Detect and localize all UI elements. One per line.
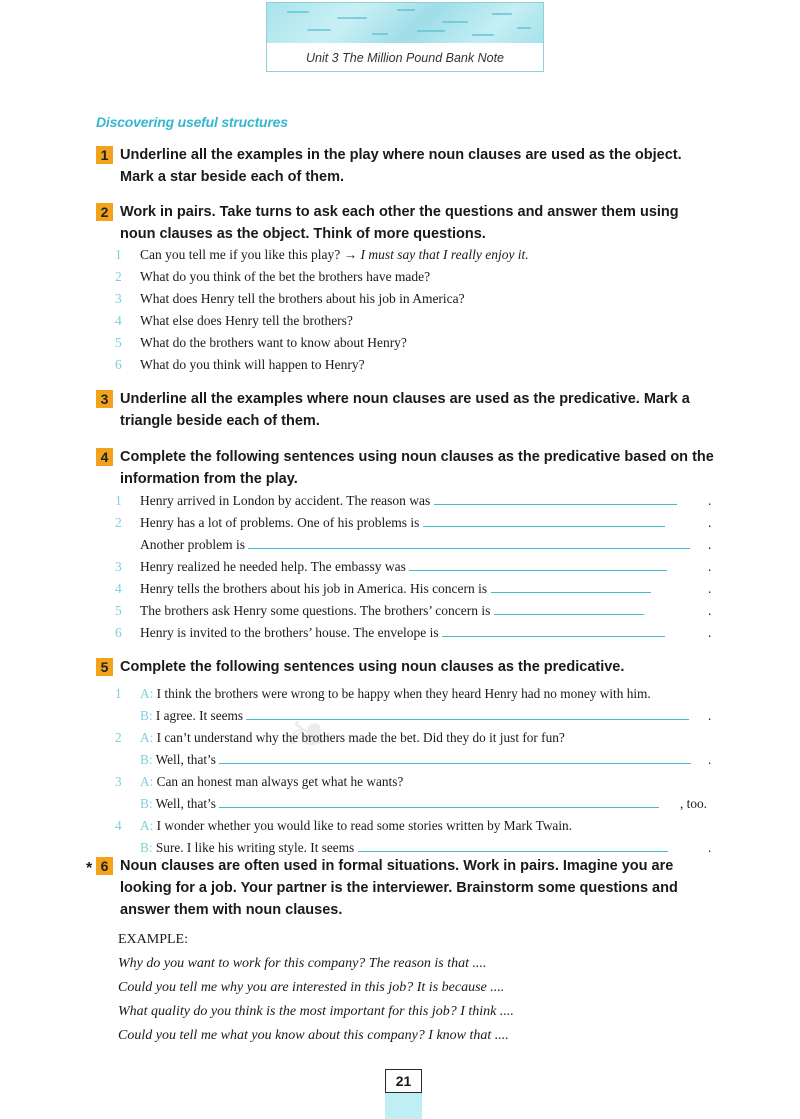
dialogue-line-b <box>115 749 715 771</box>
sentence-text: Henry realized he needed help. The embassy was <box>140 559 406 574</box>
list-item <box>115 622 715 644</box>
dialogue-text: I think the brothers were wrong to be happy when they heard Henry had no money with him. <box>156 686 651 701</box>
answer-blank[interactable] <box>219 793 659 808</box>
answer-blank[interactable] <box>246 705 689 720</box>
dialogue-text: Well, that’s <box>155 752 216 767</box>
sentence-text: Henry tells the brothers about his job in America. His concern is <box>140 581 488 596</box>
answer-blank[interactable] <box>434 490 677 505</box>
example-line: Could you tell me why you are interested in this job? It is because .... <box>118 980 505 995</box>
dialogue-text: Can an honest man always get what he wants? <box>156 774 404 789</box>
answer-blank[interactable] <box>358 837 668 852</box>
period: . <box>708 559 712 574</box>
item-number: 6 <box>115 357 122 372</box>
list-item <box>115 600 715 622</box>
sentence-text: Henry is invited to the brothers’ house. The envelope is <box>140 625 439 640</box>
optional-star-mark: * <box>86 860 93 877</box>
task-number-badge: 2 <box>96 203 113 221</box>
item-number: 6 <box>115 625 122 640</box>
answer-blank[interactable] <box>248 534 690 549</box>
speaker-label: A: <box>140 774 154 789</box>
task-instruction: Complete the following sentences using noun clauses as the predicative based on the information from the play. <box>120 449 714 487</box>
example-line: What quality do you think is the most important for this job? I think .... <box>118 1004 514 1019</box>
list-item <box>115 310 715 332</box>
question-text: What do you think of the bet the brothers have made? <box>140 269 431 284</box>
example-line: Why do you want to work for this company? The reason is that .... <box>118 956 487 971</box>
task-number-badge: 4 <box>96 448 113 466</box>
task-instruction: Underline all the examples in the play where noun clauses are used as the object. Mark a star beside each of them. <box>120 147 682 185</box>
list-item <box>115 354 715 376</box>
section-title: Discovering useful structures <box>96 114 288 130</box>
item-number: 4 <box>115 313 122 328</box>
sentence-text: The brothers ask Henry some questions. The brothers’ concern is <box>140 603 491 618</box>
example-label: EXAMPLE: <box>118 932 188 947</box>
line-ending: , too. <box>680 796 707 811</box>
task-instruction: Work in pairs. Take turns to ask each other the questions and answer them using noun clauses as the object. Think of more questions. <box>120 204 679 242</box>
unit-header <box>266 2 544 72</box>
question-text: What do you think will happen to Henry? <box>140 357 365 372</box>
question-text: Can you tell me if you like this play? → <box>140 247 361 262</box>
task-instruction: Noun clauses are often used in formal situations. Work in pairs. Imagine you are looking for a job. Your partner is the interviewer. Brainstorm some questions and answer them with noun clauses. <box>120 858 678 918</box>
question-text: What does Henry tell the brothers about his job in America? <box>140 291 465 306</box>
task-number-badge: 5 <box>96 658 113 676</box>
item-number: 5 <box>115 335 122 350</box>
list-item <box>115 332 715 354</box>
dialogue-text: Well, that’s <box>155 796 216 811</box>
sample-answer: I must say that I really enjoy it. <box>360 247 529 262</box>
dialogue-line-a <box>115 815 715 837</box>
dialogue-line-a <box>115 771 715 793</box>
task-5-dialogues <box>115 683 715 859</box>
example-line: Could you tell me what you know about this company? I know that .... <box>118 1028 509 1043</box>
speaker-label: A: <box>140 730 154 745</box>
sentence-text: Henry has a lot of problems. One of his problems is <box>140 515 420 530</box>
unit-title: Unit 3 The Million Pound Bank Note <box>267 44 543 71</box>
item-number: 2 <box>115 515 122 530</box>
question-text: What do the brothers want to know about Henry? <box>140 335 407 350</box>
item-number: 4 <box>115 581 122 596</box>
task-number-badge: 6 <box>96 857 113 875</box>
dialogue-text: Sure. I like his writing style. It seems <box>155 840 355 855</box>
task-1 <box>96 144 716 188</box>
speaker-label: B: <box>140 708 153 723</box>
speaker-label: A: <box>140 686 154 701</box>
period: . <box>708 515 712 530</box>
task-number-badge: 3 <box>96 390 113 408</box>
period: . <box>708 840 712 855</box>
answer-blank[interactable] <box>494 600 644 615</box>
task-4 <box>96 446 716 490</box>
watermark: ❧ <box>280 700 331 770</box>
item-number: 3 <box>115 291 122 306</box>
dialogue-line-b <box>115 793 715 815</box>
answer-blank[interactable] <box>442 622 665 637</box>
list-item <box>115 556 715 578</box>
period: . <box>708 493 712 508</box>
task-6 <box>96 855 716 921</box>
task-4-sentences <box>115 490 715 644</box>
task-5 <box>96 656 716 678</box>
item-number: 1 <box>115 493 122 508</box>
list-item <box>115 490 715 512</box>
sentence-text: Another problem is <box>140 537 245 552</box>
item-number: 2 <box>115 269 122 284</box>
example-block <box>118 928 514 1048</box>
dialogue-text: I agree. It seems <box>155 708 244 723</box>
item-number: 3 <box>115 774 122 789</box>
list-item <box>115 512 715 534</box>
page-number-tab <box>385 1069 422 1119</box>
header-decoration <box>267 3 543 43</box>
list-item <box>115 534 715 556</box>
dialogue-text: I wonder whether you would like to read some stories written by Mark Twain. <box>156 818 573 833</box>
dialogue-line-a <box>115 727 715 749</box>
answer-blank[interactable] <box>491 578 651 593</box>
dialogue-line-a <box>115 683 715 705</box>
speaker-label: B: <box>140 752 153 767</box>
item-number: 5 <box>115 603 122 618</box>
answer-blank[interactable] <box>219 749 691 764</box>
task-2 <box>96 201 716 245</box>
list-item <box>115 266 715 288</box>
speaker-label: A: <box>140 818 154 833</box>
page-number: 21 <box>385 1069 422 1093</box>
question-text: What else does Henry tell the brothers? <box>140 313 353 328</box>
item-number: 3 <box>115 559 122 574</box>
task-number-badge: 1 <box>96 146 113 164</box>
dialogue-line-b <box>115 705 715 727</box>
answer-blank[interactable] <box>409 556 667 571</box>
task-3 <box>96 388 716 432</box>
list-item <box>115 288 715 310</box>
speaker-label: B: <box>140 796 153 811</box>
answer-blank[interactable] <box>423 512 665 527</box>
period: . <box>708 537 712 552</box>
period: . <box>708 708 712 723</box>
period: . <box>708 581 712 596</box>
item-number: 2 <box>115 730 122 745</box>
period: . <box>708 625 712 640</box>
dialogue-text: I can’t understand why the brothers made the bet. Did they do it just for fun? <box>156 730 565 745</box>
speaker-label: B: <box>140 840 153 855</box>
task-instruction: Complete the following sentences using noun clauses as the predicative. <box>120 659 625 675</box>
task-instruction: Underline all the examples where noun clauses are used as the predicative. Mark a triangle beside each of them. <box>120 391 690 429</box>
list-item <box>115 244 715 266</box>
item-number: 1 <box>115 247 122 262</box>
task-2-questions <box>115 244 715 376</box>
sentence-text: Henry arrived in London by accident. The reason was <box>140 493 431 508</box>
period: . <box>708 752 712 767</box>
list-item <box>115 578 715 600</box>
item-number: 1 <box>115 686 122 701</box>
period: . <box>708 603 712 618</box>
item-number: 4 <box>115 818 122 833</box>
